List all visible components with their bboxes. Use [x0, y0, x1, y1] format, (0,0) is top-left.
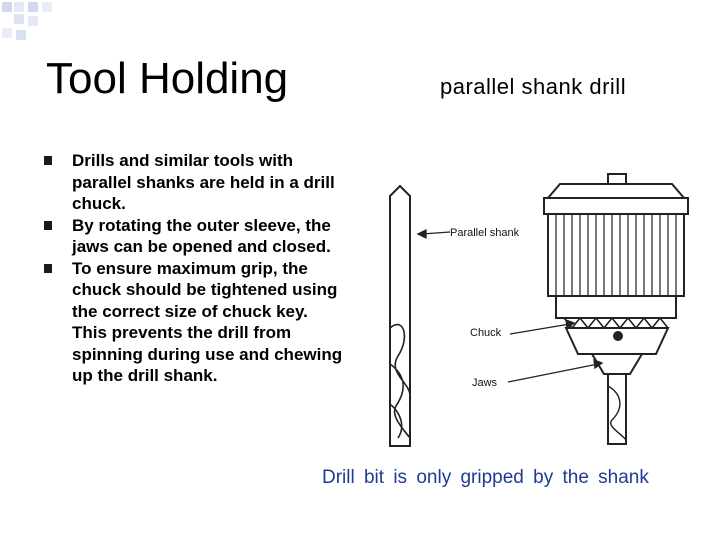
corner-decoration [0, 0, 60, 44]
bullet-text: To ensure maximum grip, the chuck should be tightened using the correct size of chuck key. This prevents the drill from spinning during use and chewing up the drill shank. [72, 258, 343, 385]
bullet-text: By rotating the outer sleeve, the jaws can be opened and closed. [72, 215, 331, 256]
bullet-item [44, 258, 344, 387]
label-jaws: Jaws [472, 377, 498, 389]
figure-caption: Drill bit is only gripped by the shank [322, 467, 649, 488]
slide-subtitle: parallel shank drill [440, 74, 627, 99]
bullet-square-icon [44, 264, 52, 273]
bullet-item [44, 215, 344, 258]
bullet-square-icon [44, 156, 52, 165]
slide-title: Tool Holding [46, 54, 289, 103]
label-chuck: Chuck [470, 327, 502, 339]
bullet-item [44, 150, 344, 215]
bullet-list [44, 150, 344, 387]
label-parallel-shank: Parallel shank [450, 227, 520, 239]
drill-chuck-diagram [360, 168, 700, 458]
drill-bit-illustration [390, 186, 410, 446]
bullet-text: Drills and similar tools with parallel shanks are held in a drill chuck. [72, 151, 335, 213]
bullet-square-icon [44, 221, 52, 230]
chuck-illustration [544, 174, 688, 444]
